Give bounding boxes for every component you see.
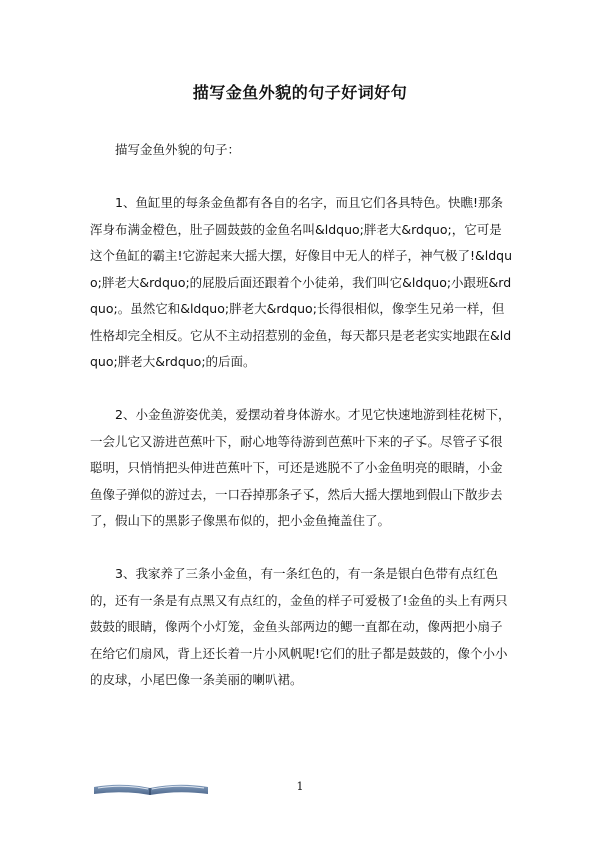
document-title: 描写金鱼外貌的句子好词好句 bbox=[192, 83, 408, 102]
intro-paragraph: 描写金鱼外貌的句子： bbox=[115, 142, 241, 157]
paragraph-spacer bbox=[90, 535, 514, 562]
paragraph-3: 3、我家养了三条小金鱼，有一条红色的，有一条是银白色带有点红色的，还有一条是有点黑又有点红的，金鱼的样子可爱极了!金鱼的头上有两只鼓鼓的眼睛，像两个小灯笼，金鱼头部两边的鳃一直都在动，像两把小扇子在给它们扇风，背上还长着一片小风帆呢!它们的肚子都是鼓鼓的，像个小小的皮球，小尾巴像一条美丽的喇叭裙。 bbox=[90, 566, 508, 687]
paragraph-2: 2、小金鱼游姿优美，爱摆动着身体游水。才见它快速地游到桂花树下，一会儿它又游进芭蕉叶下，耐心地等待游到芭蕉叶下来的孑孓。尽管孑孓很聪明，只悄悄把头伸进芭蕉叶下，可还是逃脱不了小金鱼明亮的眼睛，小金鱼像子弹似的游过去，一口吞掉那条孑孓，然后大摇大摆地到假山下散步去了，假山下的黑影子像黑布似的，把小金鱼掩盖住了。 bbox=[90, 407, 511, 528]
paragraph-1: 1、鱼缸里的每条金鱼都有各自的名字，而且它们各具特色。快瞧!那条浑身布满金橙色，肚子圆鼓鼓的金鱼名叫&ldquo;胖老大&rdquo;，它可是这个鱼缸的霸主!它游起来大摇大摆，好像目中无人的样子，神气极了!&ldquo;胖老大&rdquo;的屁股后面还跟着个小徒弟，我们叫它&ldquo;小跟班&rdquo;。虽然它和&ldquo;胖老大&rdquo;长得很相似，像孪生兄弟一样，但性格却完全相反。它从不主动招惹别的金鱼，每天都只是老老实实地跟在&ldquo;胖老大&rdquo;的后面。 bbox=[90, 195, 513, 369]
document-body bbox=[90, 137, 514, 694]
paragraph-spacer bbox=[90, 376, 514, 403]
paragraph-spacer bbox=[90, 164, 514, 191]
page-number: 1 bbox=[296, 780, 304, 793]
